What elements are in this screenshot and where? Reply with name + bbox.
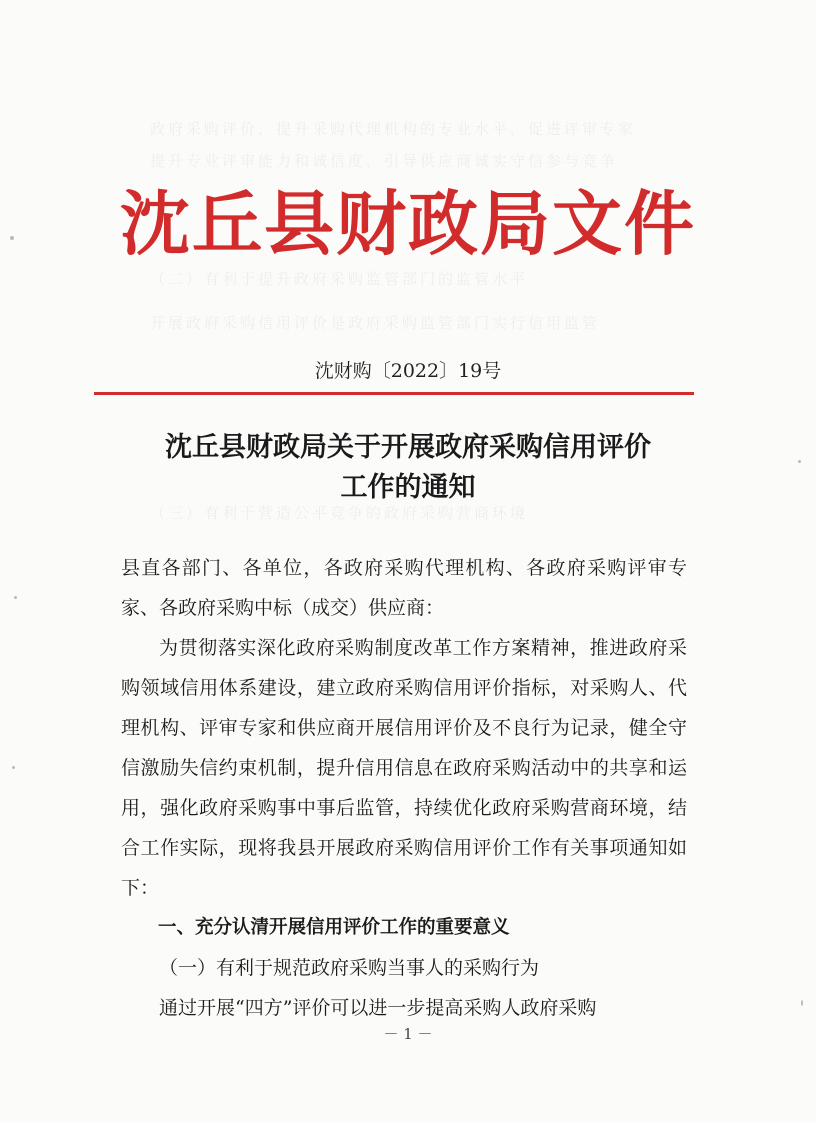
document-title-line2: 工作的通知 <box>340 472 476 503</box>
recipients-paragraph: 县直各部门、各单位，各政府采购代理机构、各政府采购评审专家、各政府采购中标（成交）供应商： <box>121 557 687 619</box>
scan-speck <box>10 236 14 240</box>
document-number: 沈财购〔2022〕19号 <box>314 360 502 382</box>
document-body <box>121 548 687 1028</box>
page-number: － 1 － <box>383 1025 433 1043</box>
bleed-through-text: （二）有利于提升政府采购监管部门的监管水平 <box>150 270 529 288</box>
bleed-through-text: 政府采购评价，提升采购代理机构的专业水平，促进评审专家 <box>150 120 637 138</box>
scan-speck <box>12 766 15 769</box>
scan-speck <box>801 1000 803 1006</box>
body-paragraph: 为贯彻落实深化政府采购制度改革工作方案精神，推进政府采购领域信用体系建设，建立政府采购信用评价指标，对采购人、代理机构、评审专家和供应商开展信用评价及不良行为记录，健全守信激励失信约束机制，提升信用信息在政府采购活动中的共享和运用，强化政府采购事中事后监管，持续优化政府采购营商环境，结合工作实际，现将我县开展政府采购信用评价工作有关事项通知如下： <box>121 637 687 899</box>
section-heading: 一、充分认清开展信用评价工作的重要意义 <box>158 917 510 938</box>
scan-speck <box>798 460 801 463</box>
subsection-heading: （一）有利于规范政府采购当事人的采购行为 <box>159 957 540 979</box>
bleed-through-text: 开展政府采购信用评价是政府采购监管部门实行信用监管 <box>150 314 601 332</box>
document-title-line1: 沈丘县财政局关于开展政府采购信用评价 <box>165 432 651 463</box>
bleed-through-text: 提升专业评审能力和诚信度，引导供应商诚实守信参与竞争 <box>150 152 619 170</box>
document-title <box>108 428 708 508</box>
scan-speck <box>14 596 17 599</box>
red-divider-line <box>94 392 694 395</box>
issuer-header: 沈丘县财政局文件 <box>120 182 696 265</box>
bleed-through-text: （三）有利于营造公平竞争的政府采购营商环境 <box>150 504 529 522</box>
body-paragraph: 通过开展“四方”评价可以进一步提高采购人政府采购 <box>159 997 597 1019</box>
